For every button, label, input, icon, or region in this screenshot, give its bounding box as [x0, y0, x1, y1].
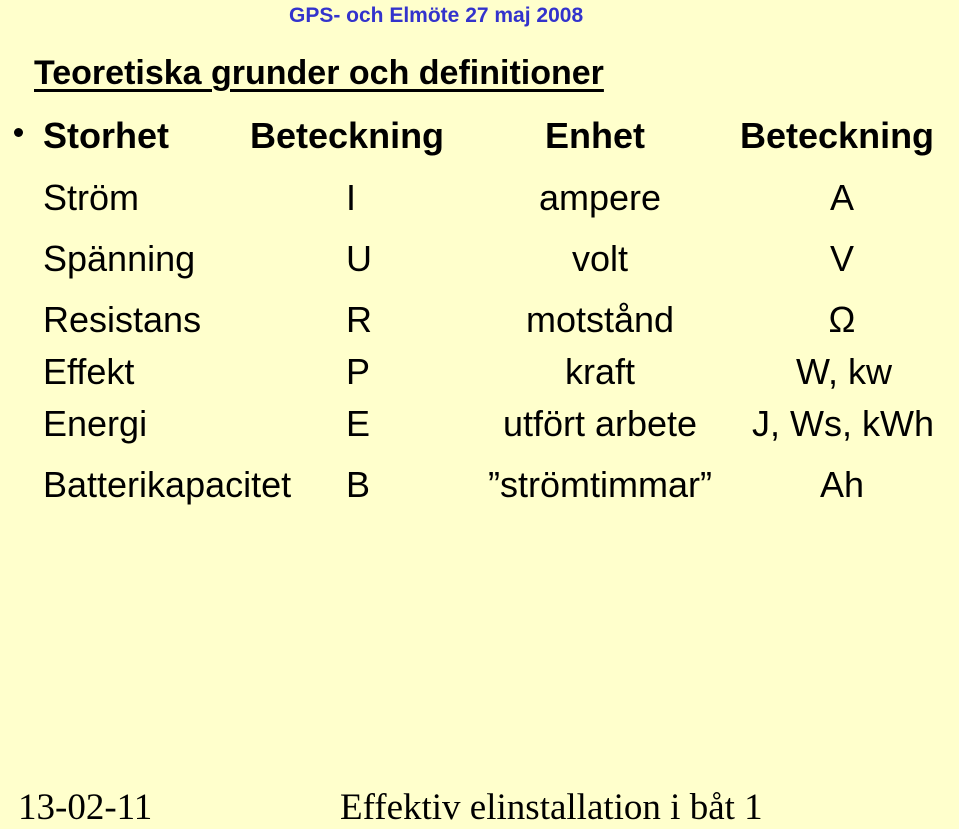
footer-date: 13-02-11	[18, 787, 153, 828]
footer-text: Effektiv elinstallation i båt 1	[340, 787, 763, 828]
table-cell-symbol: Ω	[828, 299, 856, 340]
table-cell-beteckning: E	[346, 403, 371, 444]
table-cell-storhet: Batterikapacitet	[43, 464, 292, 505]
table-cell-enhet: kraft	[564, 351, 636, 392]
table-cell-beteckning: I	[346, 177, 357, 218]
slide-title: Teoretiska grunder och definitioner	[34, 54, 604, 92]
table-cell-storhet: Effekt	[43, 351, 135, 392]
table-header-enhet-beteckning: Beteckning	[740, 115, 935, 156]
table-header-enhet: Enhet	[545, 115, 646, 156]
table-cell-storhet: Energi	[43, 403, 148, 444]
table-cell-storhet: Resistans	[43, 299, 202, 340]
table-cell-enhet: motstånd	[525, 299, 675, 340]
table-cell-symbol: W, kw	[796, 351, 892, 392]
table-cell-beteckning: P	[346, 351, 371, 392]
table-cell-enhet: ampere	[538, 177, 662, 218]
table-cell-beteckning: U	[346, 238, 372, 279]
bullet-icon	[14, 128, 23, 137]
table-cell-symbol: J, Ws, kWh	[752, 403, 934, 444]
table-cell-symbol: A	[829, 177, 855, 218]
table-cell-enhet: ”strömtimmar”	[488, 464, 712, 505]
table-cell-beteckning: R	[346, 299, 372, 340]
table-cell-beteckning: B	[346, 464, 371, 505]
table-cell-enhet: volt	[571, 238, 629, 279]
table-cell-storhet: Spänning	[43, 238, 196, 279]
table-cell-storhet: Ström	[43, 177, 140, 218]
header-title: GPS- och Elmöte 27 maj 2008	[289, 4, 584, 27]
table-header-beteckning: Beteckning	[250, 115, 445, 156]
table-cell-enhet: utfört arbete	[502, 403, 698, 444]
table-cell-symbol: V	[829, 238, 855, 279]
table-cell-symbol: Ah	[819, 464, 865, 505]
table-header-storhet: Storhet	[43, 115, 169, 156]
